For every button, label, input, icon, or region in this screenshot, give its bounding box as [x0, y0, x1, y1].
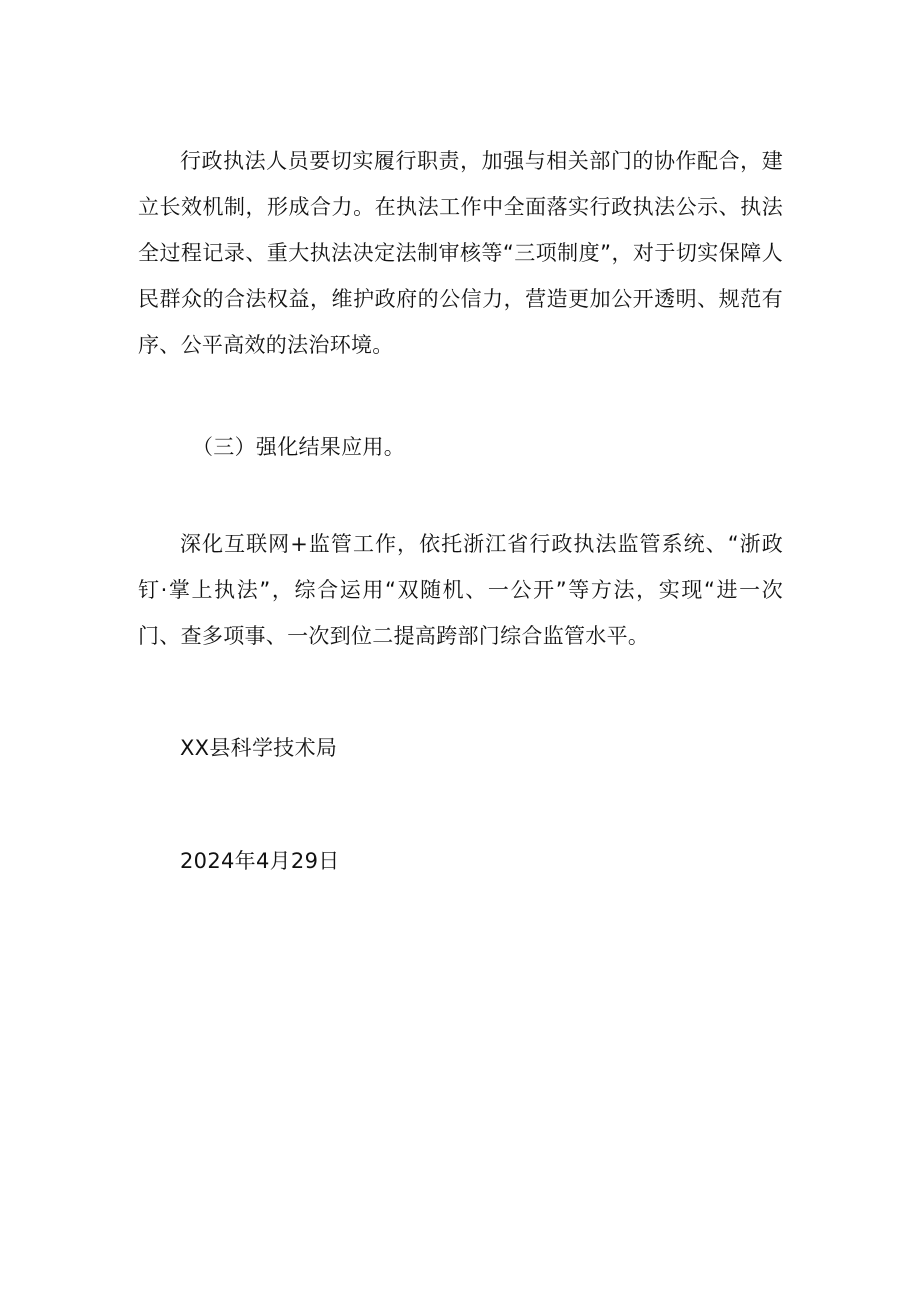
section-heading-results-application: （三）强化结果应用。	[192, 435, 405, 459]
paragraph-enforcement-duties: 行政执法人员要切实履行职责，加强与相关部门的协作配合，建立长效机制，形成合力。在执法工作中全面落实行政执法公示、执法全过程记录、重大执法决定法制审核等“三项制度”，对于切实保障人民群众的合法权益，维护政府的公信力，营造更加公开透明、规范有序、公平高效的法治环境。	[138, 149, 783, 357]
signature-date: 2024年4月29日	[180, 849, 340, 873]
signature-organization: XX县科学技术局	[180, 736, 338, 760]
paragraph-internet-supervision: 深化互联网+监管工作，依托浙江省行政执法监管系统、“浙政钉·掌上执法”，综合运用“双随机、一公开”等方法，实现“进一次门、查多项事、一次到位二提高跨部门综合监管水平。	[138, 532, 783, 648]
